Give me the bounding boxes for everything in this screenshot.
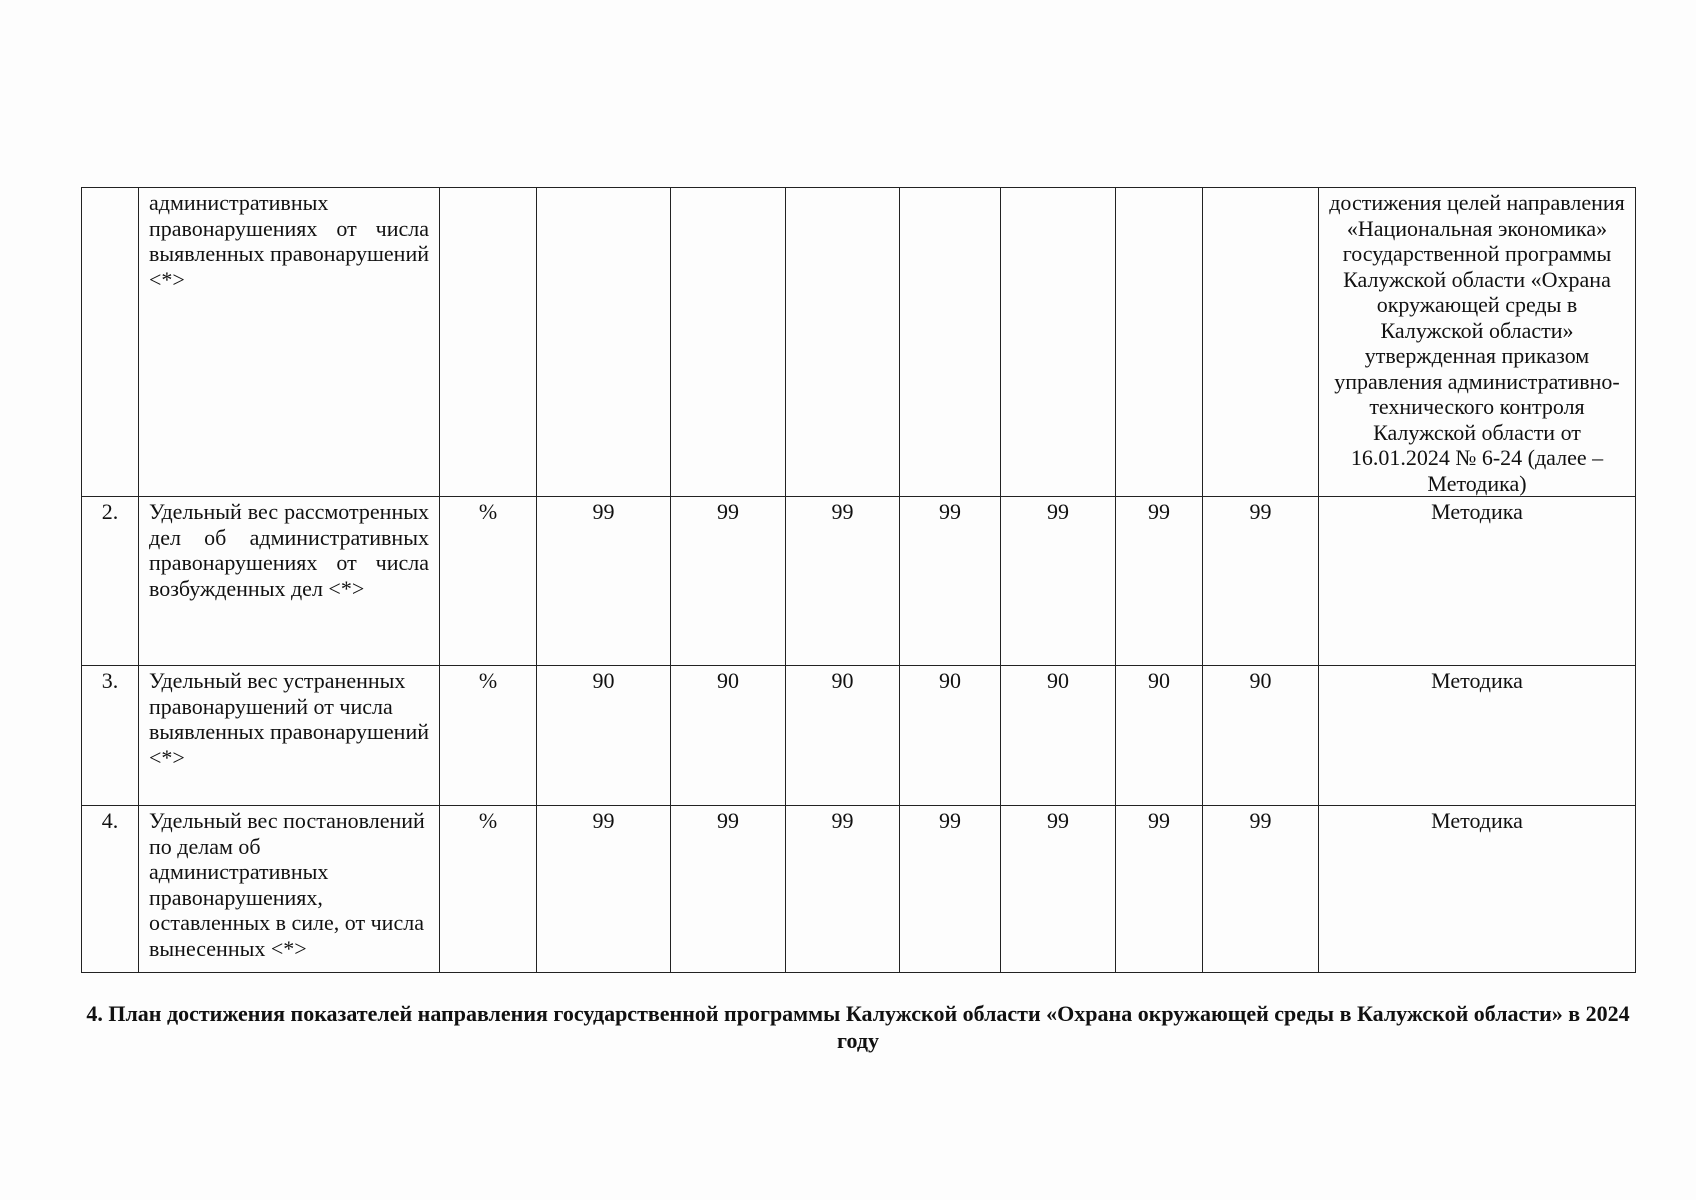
value-cell: 99 — [1203, 497, 1319, 666]
value-cell — [1116, 188, 1203, 497]
table-row — [82, 188, 1636, 497]
section-title: 4. План достижения показателей направления государственной программы Калужской области «Охрана окружающей среды в Калужской области» в 2024 году — [86, 1001, 1630, 1053]
source-cell: достижения целей направления «Национальная экономика» государственной программы Калужской области «Охрана окружающей среды в Калужской области» утвержденная приказом управления административно-технического контроля Калужской области от 16.01.2024 № 6-24 (далее – Методика) — [1319, 188, 1636, 497]
source-cell: Методика — [1319, 497, 1636, 666]
indicator-name: Удельный вес рассмотренных дел об административных правонарушениях от числа возбужденных дел <*> — [139, 497, 440, 666]
unit-cell: % — [440, 666, 537, 806]
indicators-table — [81, 187, 1636, 973]
unit-cell: % — [440, 497, 537, 666]
value-cell: 90 — [786, 666, 900, 806]
value-cell: 99 — [900, 806, 1001, 973]
row-number: 4. — [82, 806, 139, 973]
value-cell: 99 — [1116, 497, 1203, 666]
value-cell — [786, 188, 900, 497]
row-number: 2. — [82, 497, 139, 666]
source-cell: Методика — [1319, 666, 1636, 806]
value-cell: 99 — [786, 497, 900, 666]
row-number: 3. — [82, 666, 139, 806]
row-number — [82, 188, 139, 497]
source-cell: Методика — [1319, 806, 1636, 973]
value-cell: 99 — [537, 497, 671, 666]
value-cell — [1001, 188, 1116, 497]
value-cell — [1203, 188, 1319, 497]
value-cell: 99 — [900, 497, 1001, 666]
value-cell: 99 — [1203, 806, 1319, 973]
indicator-name: Удельный вес устраненных правонарушений от числа выявленных правонарушений <*> — [139, 666, 440, 806]
indicator-name: Удельный вес постановлений по делам об административных правонарушениях, оставленных в силе, от числа вынесенных <*> — [139, 806, 440, 973]
value-cell: 99 — [1001, 497, 1116, 666]
value-cell: 90 — [900, 666, 1001, 806]
unit-cell: % — [440, 806, 537, 973]
value-cell: 99 — [786, 806, 900, 973]
value-cell: 99 — [1001, 806, 1116, 973]
value-cell: 99 — [671, 806, 786, 973]
value-cell: 90 — [1203, 666, 1319, 806]
table-row — [82, 666, 1636, 806]
table-row — [82, 497, 1636, 666]
value-cell: 99 — [671, 497, 786, 666]
value-cell — [537, 188, 671, 497]
value-cell: 99 — [1116, 806, 1203, 973]
table-row — [82, 806, 1636, 973]
value-cell: 99 — [537, 806, 671, 973]
value-cell: 90 — [671, 666, 786, 806]
value-cell — [900, 188, 1001, 497]
indicator-name: административных правонарушениях от числа выявленных правонарушений <*> — [139, 188, 440, 497]
value-cell — [671, 188, 786, 497]
value-cell: 90 — [537, 666, 671, 806]
value-cell: 90 — [1116, 666, 1203, 806]
unit-cell — [440, 188, 537, 497]
value-cell: 90 — [1001, 666, 1116, 806]
